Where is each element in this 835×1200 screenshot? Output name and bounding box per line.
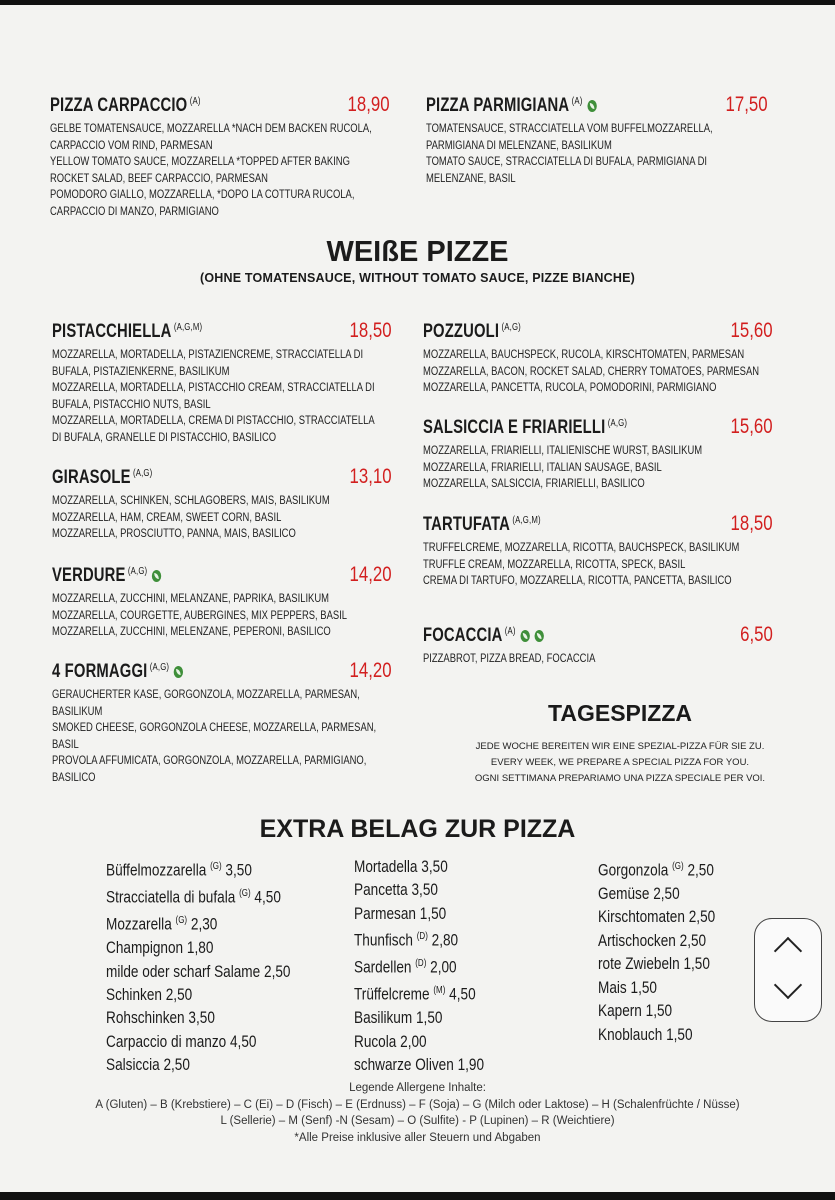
item-price: 17,50 bbox=[725, 93, 768, 116]
item-name-wrap bbox=[426, 95, 597, 117]
topping-price: 1,50 bbox=[645, 1001, 673, 1021]
item-name: POZZUOLI bbox=[423, 321, 500, 342]
topping-name: Artischocken bbox=[598, 930, 676, 950]
topping-price: 3,50 bbox=[411, 880, 438, 900]
topping-name: Kirschtomaten bbox=[598, 907, 685, 927]
extra-topping bbox=[354, 1006, 484, 1029]
topping-name: Trüffelcreme bbox=[354, 985, 430, 1004]
description-line: MOZZARELLA, HAM, CREAM, SWEET CORN, BASIL bbox=[52, 511, 282, 524]
extra-column bbox=[106, 855, 337, 1077]
topping-price: 2,50 bbox=[653, 884, 680, 904]
topping-name: Thunfisch bbox=[354, 930, 413, 950]
topping-price: 2,50 bbox=[688, 907, 716, 927]
description-line: GELBE TOMATENSAUCE, MOZZARELLA *NACH DEM BACKEN RUCOLA, bbox=[50, 123, 372, 135]
extra-column bbox=[354, 855, 517, 1077]
menu-item bbox=[52, 319, 392, 447]
item-header bbox=[423, 623, 773, 647]
extra-topping bbox=[354, 1030, 484, 1053]
topping-name: Mortadella bbox=[354, 857, 418, 876]
description-line: MOZZARELLA, PROSCIUTTO, PANNA, MAIS, BASILICO bbox=[52, 528, 296, 541]
extra-topping bbox=[106, 1006, 290, 1029]
item-allergens: (A,G) bbox=[501, 321, 521, 333]
topping-allergen: (G) bbox=[239, 888, 251, 900]
item-header bbox=[423, 512, 773, 536]
extra-topping bbox=[598, 855, 715, 882]
topping-name: Parmesan bbox=[354, 903, 416, 923]
topping-price: 1,90 bbox=[457, 1055, 485, 1075]
extra-column bbox=[598, 855, 745, 1046]
extra-topping bbox=[106, 936, 290, 959]
topping-price: 2,30 bbox=[190, 914, 218, 934]
item-name: 4 FORMAGGI bbox=[52, 661, 148, 682]
description-line: BUFALA, PISTACCHIO NUTS, BASIL bbox=[52, 398, 211, 411]
item-price: 13,10 bbox=[349, 465, 392, 488]
description-line: MOZZARELLA, MORTADELLA, PISTAZIENCREME, STRACCIATELLA DI bbox=[52, 349, 364, 361]
item-allergens: (A,G) bbox=[132, 467, 153, 479]
topping-name: rote Zwiebeln bbox=[598, 954, 680, 974]
description-line: PROVOLA AFFUMICATA, GORGONZOLA, MOZZARELLA, PARMIGIANO, bbox=[52, 755, 367, 768]
topping-price: 1,50 bbox=[630, 977, 657, 997]
extra-topping bbox=[354, 952, 484, 979]
description-line: CREMA DI TARTUFO, MOZZARELLA, RICOTTA, PANCETTA, BASILICO bbox=[423, 575, 732, 588]
tagespizza-line: EVERY WEEK, WE PREPARE A SPECIAL PIZZA FOR YOU. bbox=[490, 757, 750, 768]
topping-price: 2,00 bbox=[430, 957, 457, 977]
description-line: MOZZARELLA, SALSICCIA, FRIARIELLI, BASILICO bbox=[423, 478, 645, 491]
extra-topping bbox=[106, 909, 290, 936]
section-title-extra-belag: EXTRA BELAG ZUR PIZZA bbox=[259, 815, 576, 843]
topping-name: Stracciatella di bufala bbox=[106, 887, 236, 907]
description-line: TRÜFFELCREME, MOZZARELLA, RICOTTA, BAUCHSPECK, BASILIKUM bbox=[423, 542, 740, 554]
item-price: 14,20 bbox=[349, 659, 392, 682]
topping-name: Kapern bbox=[598, 1001, 642, 1021]
extra-topping bbox=[106, 882, 290, 909]
topping-name: Basilikum bbox=[354, 1008, 413, 1028]
description-line: TOMATO SAUCE, STRACCIATELLA DI BUFALA, PARMIGIANA DI bbox=[426, 156, 708, 169]
description-line: MOZZARELLA, SCHINKEN, SCHLAGOBERS, MAIS, BASILIKUM bbox=[52, 495, 330, 507]
extra-topping bbox=[106, 1030, 290, 1053]
item-name: TARTUFATA bbox=[423, 514, 511, 535]
section-subtitle: (OHNE TOMATENSAUCE, WITHOUT TOMATO SAUCE, PIZZE BIANCHE) bbox=[199, 271, 636, 285]
menu-item bbox=[423, 623, 773, 668]
item-allergens: (A) bbox=[504, 625, 516, 637]
topping-allergen: (G) bbox=[210, 861, 222, 872]
description-line: CARPACCIO DI MANZO, PARMIGIANO bbox=[50, 205, 219, 218]
extra-topping bbox=[598, 999, 715, 1022]
item-name-wrap bbox=[52, 565, 161, 587]
description-line: CARPACCIO VOM RIND, PARMESAN bbox=[50, 139, 213, 152]
item-header bbox=[52, 465, 392, 489]
extra-topping bbox=[354, 979, 484, 1006]
description-line: PARMIGIANA DI MELENZANE, BASILIKUM bbox=[426, 139, 612, 152]
topping-price: 4,50 bbox=[254, 887, 281, 907]
tagespizza-line: JEDE WOCHE BEREITEN WIR EINE SPEZIAL-PIZZA FÜR SIE ZU. bbox=[475, 741, 765, 752]
item-header bbox=[423, 415, 773, 439]
item-name: FOCACCIA bbox=[423, 625, 503, 646]
description-line: ROCKET SALAD, BEEF CARPACCIO, PARMESAN bbox=[50, 172, 268, 185]
description-line: MOZZARELLA, ZUCCHINI, MELENZANE, PEPERONI, BASILICO bbox=[52, 626, 331, 639]
topping-name: schwarze Oliven bbox=[354, 1055, 454, 1075]
item-description bbox=[52, 591, 392, 641]
topping-price: 2,50 bbox=[679, 930, 707, 950]
item-price: 18,50 bbox=[349, 319, 392, 342]
description-line: DI BUFALA, GRANELLE DI PISTACCHIO, BASILICO bbox=[52, 431, 277, 444]
bottom-border bbox=[0, 1192, 835, 1200]
topping-price: 1,50 bbox=[683, 954, 710, 974]
description-line: MOZZARELLA, ZUCCHINI, MELANZANE, PAPRIKA, BASILIKUM bbox=[52, 593, 330, 605]
topping-price: 1,50 bbox=[419, 903, 447, 923]
description-line: MOZZARELLA, MORTADELLA, CREMA DI PISTACCHIO, STRACCIATELLA bbox=[52, 415, 375, 428]
topping-name: Champignon bbox=[106, 938, 184, 958]
description-line: POMODORO GIALLO, MOZZARELLA, *DOPO LA COTTURA RUCOLA, bbox=[50, 189, 355, 202]
item-header bbox=[423, 319, 773, 343]
menu-item bbox=[52, 659, 392, 787]
description-line: BUFALA, PISTAZIENKERNE, BASILIKUM bbox=[52, 365, 230, 378]
topping-price: 3,50 bbox=[225, 860, 252, 880]
leaf-icon bbox=[587, 100, 596, 112]
topping-name: Salsiccia bbox=[106, 1055, 160, 1075]
leaf-icon bbox=[152, 570, 161, 582]
item-allergens: (A) bbox=[189, 95, 201, 107]
item-header bbox=[52, 659, 392, 683]
extra-topping bbox=[106, 1053, 290, 1076]
topping-allergen: (G) bbox=[672, 861, 684, 872]
item-price: 18,50 bbox=[730, 512, 773, 535]
item-description bbox=[52, 493, 392, 543]
topping-price: 1,80 bbox=[186, 938, 214, 958]
scroll-navigation bbox=[754, 918, 822, 1022]
item-description bbox=[50, 121, 390, 221]
description-line: GERÄUCHERTER KÄSE, GORGONZOLA, MOZZARELLA, PARMESAN, bbox=[52, 689, 360, 701]
legend-line: A (Gluten) – B (Krebstiere) – C (Ei) – D (Fisch) – E (Erdnuss) – F (Soja) – G (Milch oder Laktose) – H (Schalenfrüchte / Nüsse) bbox=[95, 1098, 740, 1111]
topping-price: 1,50 bbox=[415, 1008, 443, 1028]
item-description bbox=[426, 121, 768, 187]
item-name: PIZZA PARMIGIANA bbox=[426, 95, 570, 116]
topping-price: 1,50 bbox=[666, 1024, 693, 1044]
menu-item bbox=[50, 93, 390, 221]
leaf-icon bbox=[534, 630, 543, 642]
description-line: BASILIKUM bbox=[52, 705, 103, 718]
item-price: 15,60 bbox=[730, 319, 773, 342]
top-border bbox=[0, 0, 835, 5]
description-line: YELLOW TOMATO SAUCE, MOZZARELLA *TOPPED AFTER BAKING bbox=[50, 156, 350, 169]
item-name: GIRASOLE bbox=[52, 467, 131, 488]
extra-topping bbox=[354, 1053, 484, 1076]
item-name-wrap bbox=[52, 467, 152, 489]
description-line: BASIL bbox=[52, 738, 79, 751]
topping-name: Mozzarella bbox=[106, 914, 172, 934]
description-line: MOZZARELLA, BACON, ROCKET SALAD, CHERRY TOMATOES, PARMESAN bbox=[423, 365, 760, 378]
topping-price: 2,50 bbox=[165, 985, 193, 1004]
topping-name: Rohschinken bbox=[106, 1008, 185, 1028]
extra-topping bbox=[354, 855, 484, 878]
item-allergens: (A,G) bbox=[149, 661, 170, 673]
item-name-wrap bbox=[52, 321, 202, 343]
topping-name: Gemüse bbox=[598, 884, 650, 904]
topping-name: Carpaccio di manzo bbox=[106, 1031, 227, 1051]
extra-topping bbox=[354, 902, 484, 925]
item-description bbox=[423, 443, 773, 493]
item-name: PIZZA CARPACCIO bbox=[50, 95, 188, 116]
topping-name: Pancetta bbox=[354, 880, 408, 900]
menu-item bbox=[52, 465, 392, 543]
item-price: 14,20 bbox=[349, 563, 392, 586]
description-line: MOZZARELLA, MORTADELLA, PISTACCHIO CREAM, STRACCIATELLA DI bbox=[52, 382, 375, 395]
item-allergens: (A) bbox=[571, 95, 583, 107]
legend-title: Legende Allergene Inhalte: bbox=[349, 1082, 486, 1094]
item-header bbox=[52, 319, 392, 343]
extra-topping bbox=[598, 952, 715, 975]
item-name-wrap bbox=[423, 417, 627, 439]
legend-line: L (Sellerie) – M (Senf) -N (Sesam) – O (Sulfite) - P (Lupinen) – R (Weichtiere) bbox=[220, 1115, 615, 1127]
description-line: MOZZARELLA, FRIARIELLI, ITALIENISCHE WURST, BASILIKUM bbox=[423, 445, 703, 457]
tagespizza-title: TAGESPIZZA bbox=[548, 700, 692, 726]
topping-price: 2,50 bbox=[264, 961, 291, 981]
item-description bbox=[423, 347, 773, 397]
topping-price: 2,50 bbox=[163, 1055, 190, 1075]
extra-topping bbox=[598, 905, 715, 928]
description-line: BASILICO bbox=[52, 771, 96, 784]
item-allergens: (A,G,M) bbox=[512, 514, 541, 526]
item-price: 18,90 bbox=[347, 93, 390, 116]
extra-topping bbox=[598, 882, 715, 905]
topping-price: 2,80 bbox=[431, 930, 459, 950]
item-name-wrap bbox=[52, 661, 183, 683]
description-line: MOZZARELLA, BAUCHSPECK, RUCOLA, KIRSCHTOMATEN, PARMESAN bbox=[423, 349, 745, 361]
description-line: SMOKED CHEESE, GORGONZOLA CHEESE, MOZZARELLA, PARMESAN, bbox=[52, 722, 377, 735]
item-name-wrap bbox=[423, 514, 541, 536]
item-name-wrap bbox=[423, 321, 521, 343]
topping-price: 2,50 bbox=[687, 860, 714, 880]
topping-name: Gorgonzola bbox=[598, 860, 669, 880]
topping-price: 3,50 bbox=[188, 1008, 215, 1028]
description-line: TRUFFLE CREAM, MOZZARELLA, RICOTTA, SPECK, BASIL bbox=[423, 558, 686, 571]
legend-note: *Alle Preise inklusive aller Steuern und Abgaben bbox=[294, 1131, 541, 1144]
extra-topping bbox=[106, 983, 290, 1006]
leaf-icon bbox=[520, 630, 529, 642]
tagespizza-line: OGNI SETTIMANA PREPARIAMO UNA PIZZA SPECIALE PER VOI. bbox=[474, 773, 766, 784]
menu-item bbox=[423, 415, 773, 493]
item-price: 6,50 bbox=[740, 623, 773, 646]
extra-topping bbox=[598, 976, 715, 999]
item-description bbox=[52, 347, 392, 447]
item-name: SALSICCIA E FRIARIELLI bbox=[423, 417, 606, 438]
allergen-legend bbox=[0, 1080, 835, 1146]
extra-topping bbox=[598, 929, 715, 952]
extra-topping bbox=[106, 855, 290, 882]
item-name: PISTACCHIELLA bbox=[52, 321, 172, 342]
leaf-icon bbox=[174, 666, 183, 678]
item-header bbox=[50, 93, 390, 117]
item-header bbox=[52, 563, 392, 587]
extra-topping bbox=[106, 960, 290, 983]
topping-name: Schinken bbox=[106, 985, 162, 1004]
item-price: 15,60 bbox=[730, 415, 773, 438]
description-line: MELENZANE, BASIL bbox=[426, 172, 516, 185]
topping-name: milde oder scharf Salame bbox=[106, 961, 261, 981]
description-line: MOZZARELLA, FRIARIELLI, ITALIAN SAUSAGE, BASIL bbox=[423, 461, 662, 474]
topping-price: 3,50 bbox=[421, 857, 448, 876]
item-allergens: (A,G) bbox=[127, 565, 148, 577]
menu-item bbox=[426, 93, 768, 187]
item-description bbox=[52, 687, 392, 787]
description-line: PIZZABROT, PIZZA BREAD, FOCACCIA bbox=[423, 653, 596, 665]
extra-topping bbox=[354, 925, 484, 952]
menu-item bbox=[52, 563, 392, 641]
topping-allergen: (G) bbox=[175, 915, 188, 927]
item-header bbox=[426, 93, 768, 117]
section-title-weisse-pizze: WEIßE PIZZE bbox=[326, 236, 509, 268]
topping-allergen: (D) bbox=[416, 931, 428, 943]
menu-item bbox=[423, 512, 773, 590]
chevron-down-icon[interactable] bbox=[774, 971, 802, 999]
topping-allergen: (M) bbox=[433, 985, 446, 997]
topping-allergen: (D) bbox=[415, 958, 427, 970]
menu-item bbox=[423, 319, 773, 397]
description-line: TOMATENSAUCE, STRACCIATELLA VOM BÜFFELMOZZARELLA, bbox=[426, 123, 713, 135]
extra-topping bbox=[598, 1023, 715, 1046]
item-description bbox=[423, 651, 773, 668]
topping-name: Knoblauch bbox=[598, 1024, 663, 1044]
topping-price: 4,50 bbox=[229, 1031, 257, 1051]
topping-price: 4,50 bbox=[449, 985, 476, 1004]
topping-name: Büffelmozzarella bbox=[106, 860, 207, 880]
topping-name: Sardellen bbox=[354, 957, 412, 977]
tagespizza-description bbox=[420, 739, 820, 787]
chevron-up-icon[interactable] bbox=[774, 937, 802, 965]
description-line: MOZZARELLA, COURGETTE, AUBERGINES, MIX PEPPERS, BASIL bbox=[52, 609, 348, 622]
item-allergens: (A,G) bbox=[607, 417, 628, 429]
extra-topping bbox=[354, 878, 484, 901]
topping-name: Rucola bbox=[354, 1031, 397, 1051]
item-name: VERDURE bbox=[52, 565, 126, 586]
item-allergens: (A,G,M) bbox=[173, 321, 203, 333]
item-name-wrap bbox=[50, 95, 201, 117]
item-name-wrap bbox=[423, 625, 544, 647]
topping-price: 2,00 bbox=[400, 1031, 427, 1051]
description-line: MOZZARELLA, PANCETTA, RUCOLA, POMODORINI, PARMIGIANO bbox=[423, 382, 717, 395]
topping-name: Mais bbox=[598, 977, 627, 997]
item-description bbox=[423, 540, 773, 590]
